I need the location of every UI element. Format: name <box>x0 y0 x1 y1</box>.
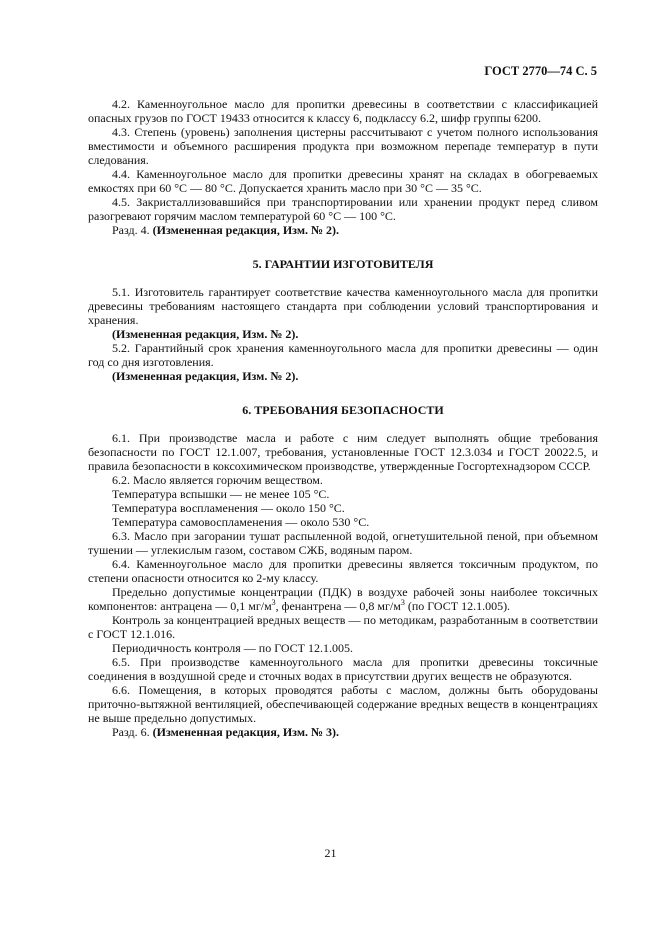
paragraph-6-2: 6.2. Масло является горючим веществом. <box>112 473 323 487</box>
paragraph-6-3: 6.3. Масло при загорании тушат распыленной водой, огнетушительной пеной, при объемном тушении — углекислым газом, составом СЖБ, водяным паром. <box>88 529 598 557</box>
revision-prefix: Разд. 4. <box>112 223 153 237</box>
page-number: 21 <box>324 846 337 860</box>
paragraph-6-6: 6.6. Помещения, в которых проводятся работы с маслом, должны быть оборудованы приточно-вытяжной вентиляцией, обеспечивающей содержание вредных веществ в концентрациях не выше предельно допустимых. <box>88 683 598 725</box>
revision-note-5-2: (Измененная редакция, Изм. № 2). <box>112 369 299 383</box>
revision-note-6 <box>88 725 598 739</box>
revision-note-5-1: (Измененная редакция, Изм. № 2). <box>112 327 299 341</box>
autoignition-temperature: Температура самовоспламенения — около 530 °С. <box>112 515 370 529</box>
paragraph-4-5: 4.5. Закристаллизовавшийся при транспортировании или хранении продукт перед сливом разогревают горячим маслом температурой 60 °С — 100 °С. <box>88 195 598 223</box>
paragraph-4-3: 4.3. Степень (уровень) заполнения цистерны рассчитывают с учетом полного использования вместимости и объемного расширения продукта при возможном перепаде температур в пути следования. <box>88 125 598 167</box>
paragraph-4-2: 4.2. Каменноугольное масло для пропитки древесины в соответствии с классификацией опасных грузов по ГОСТ 19433 относится к классу 6, подклассу 6.2, шифр группы 6200. <box>88 97 598 125</box>
revision-text: (Измененная редакция, Изм. № 2). <box>152 223 340 237</box>
paragraph-6-4: 6.4. Каменноугольное масло для пропитки древесины является токсичным продуктом, по степени опасности относится ко 2-му классу. <box>88 557 598 585</box>
section-6-title: 6. ТРЕБОВАНИЯ БЕЗОПАСНОСТИ <box>242 403 444 417</box>
periodicity-paragraph: Периодичность контроля — по ГОСТ 12.1.005. <box>112 641 353 655</box>
page-header: ГОСТ 2770—74 С. 5 <box>484 64 597 78</box>
revision-prefix: Разд. 6. <box>112 725 153 739</box>
pdk-text-a: Предельно допустимые концентрации (ПДК) в воздухе рабочей зоны наиболее токсичных компонентов: антрацена — 0,1 мг/м <box>88 585 598 613</box>
pdk-text-b: , фенантрена — 0,8 мг/м <box>275 599 401 613</box>
flash-point: Температура вспышки — не менее 105 °С. <box>112 487 330 501</box>
section-5-title: 5. ГАРАНТИИ ИЗГОТОВИТЕЛЯ <box>252 257 434 271</box>
pdk-text-c: (по ГОСТ 12.1.005). <box>404 599 511 613</box>
paragraph-5-1: 5.1. Изготовитель гарантирует соответствие качества каменноугольного масла для пропитки древесины требованиям настоящего стандарта при соблюдении условий транспортирования и хранения. <box>88 285 598 327</box>
document-body <box>88 97 598 739</box>
control-paragraph: Контроль за концентрацией вредных веществ — по методикам, разработанным в соответствии с ГОСТ 12.1.016. <box>88 613 598 641</box>
paragraph-4-4: 4.4. Каменноугольное масло для пропитки древесины хранят на складах в обогреваемых емкостях при 60 °С — 80 °С. Допускается хранить масло при 30 °С — 35 °С. <box>88 167 598 195</box>
revision-text: (Измененная редакция, Изм. № 3). <box>152 725 340 739</box>
revision-note-4 <box>88 223 598 237</box>
paragraph-6-5: 6.5. При производстве каменноугольного масла для пропитки древесины токсичные соединения в воздушной среде и сточных водах в присутствии других веществ не образуются. <box>88 655 598 683</box>
ignition-temperature: Температура воспламенения — около 150 °С. <box>112 501 345 515</box>
superscript: 3 <box>271 598 276 607</box>
paragraph-5-2: 5.2. Гарантийный срок хранения каменноугольного масла для пропитки древесины — один год со дня изготовления. <box>88 341 598 369</box>
pdk-paragraph <box>88 585 598 613</box>
superscript: 3 <box>400 598 405 607</box>
paragraph-6-1: 6.1. При производстве масла и работе с ним следует выполнять общие требования безопасности по ГОСТ 12.1.007, требования, установленные ГОСТ 12.3.034 и ГОСТ 20022.5, и правила безопасности в коксохимическом производстве, утвержденные Госгортехнадзором СССР. <box>88 431 598 473</box>
